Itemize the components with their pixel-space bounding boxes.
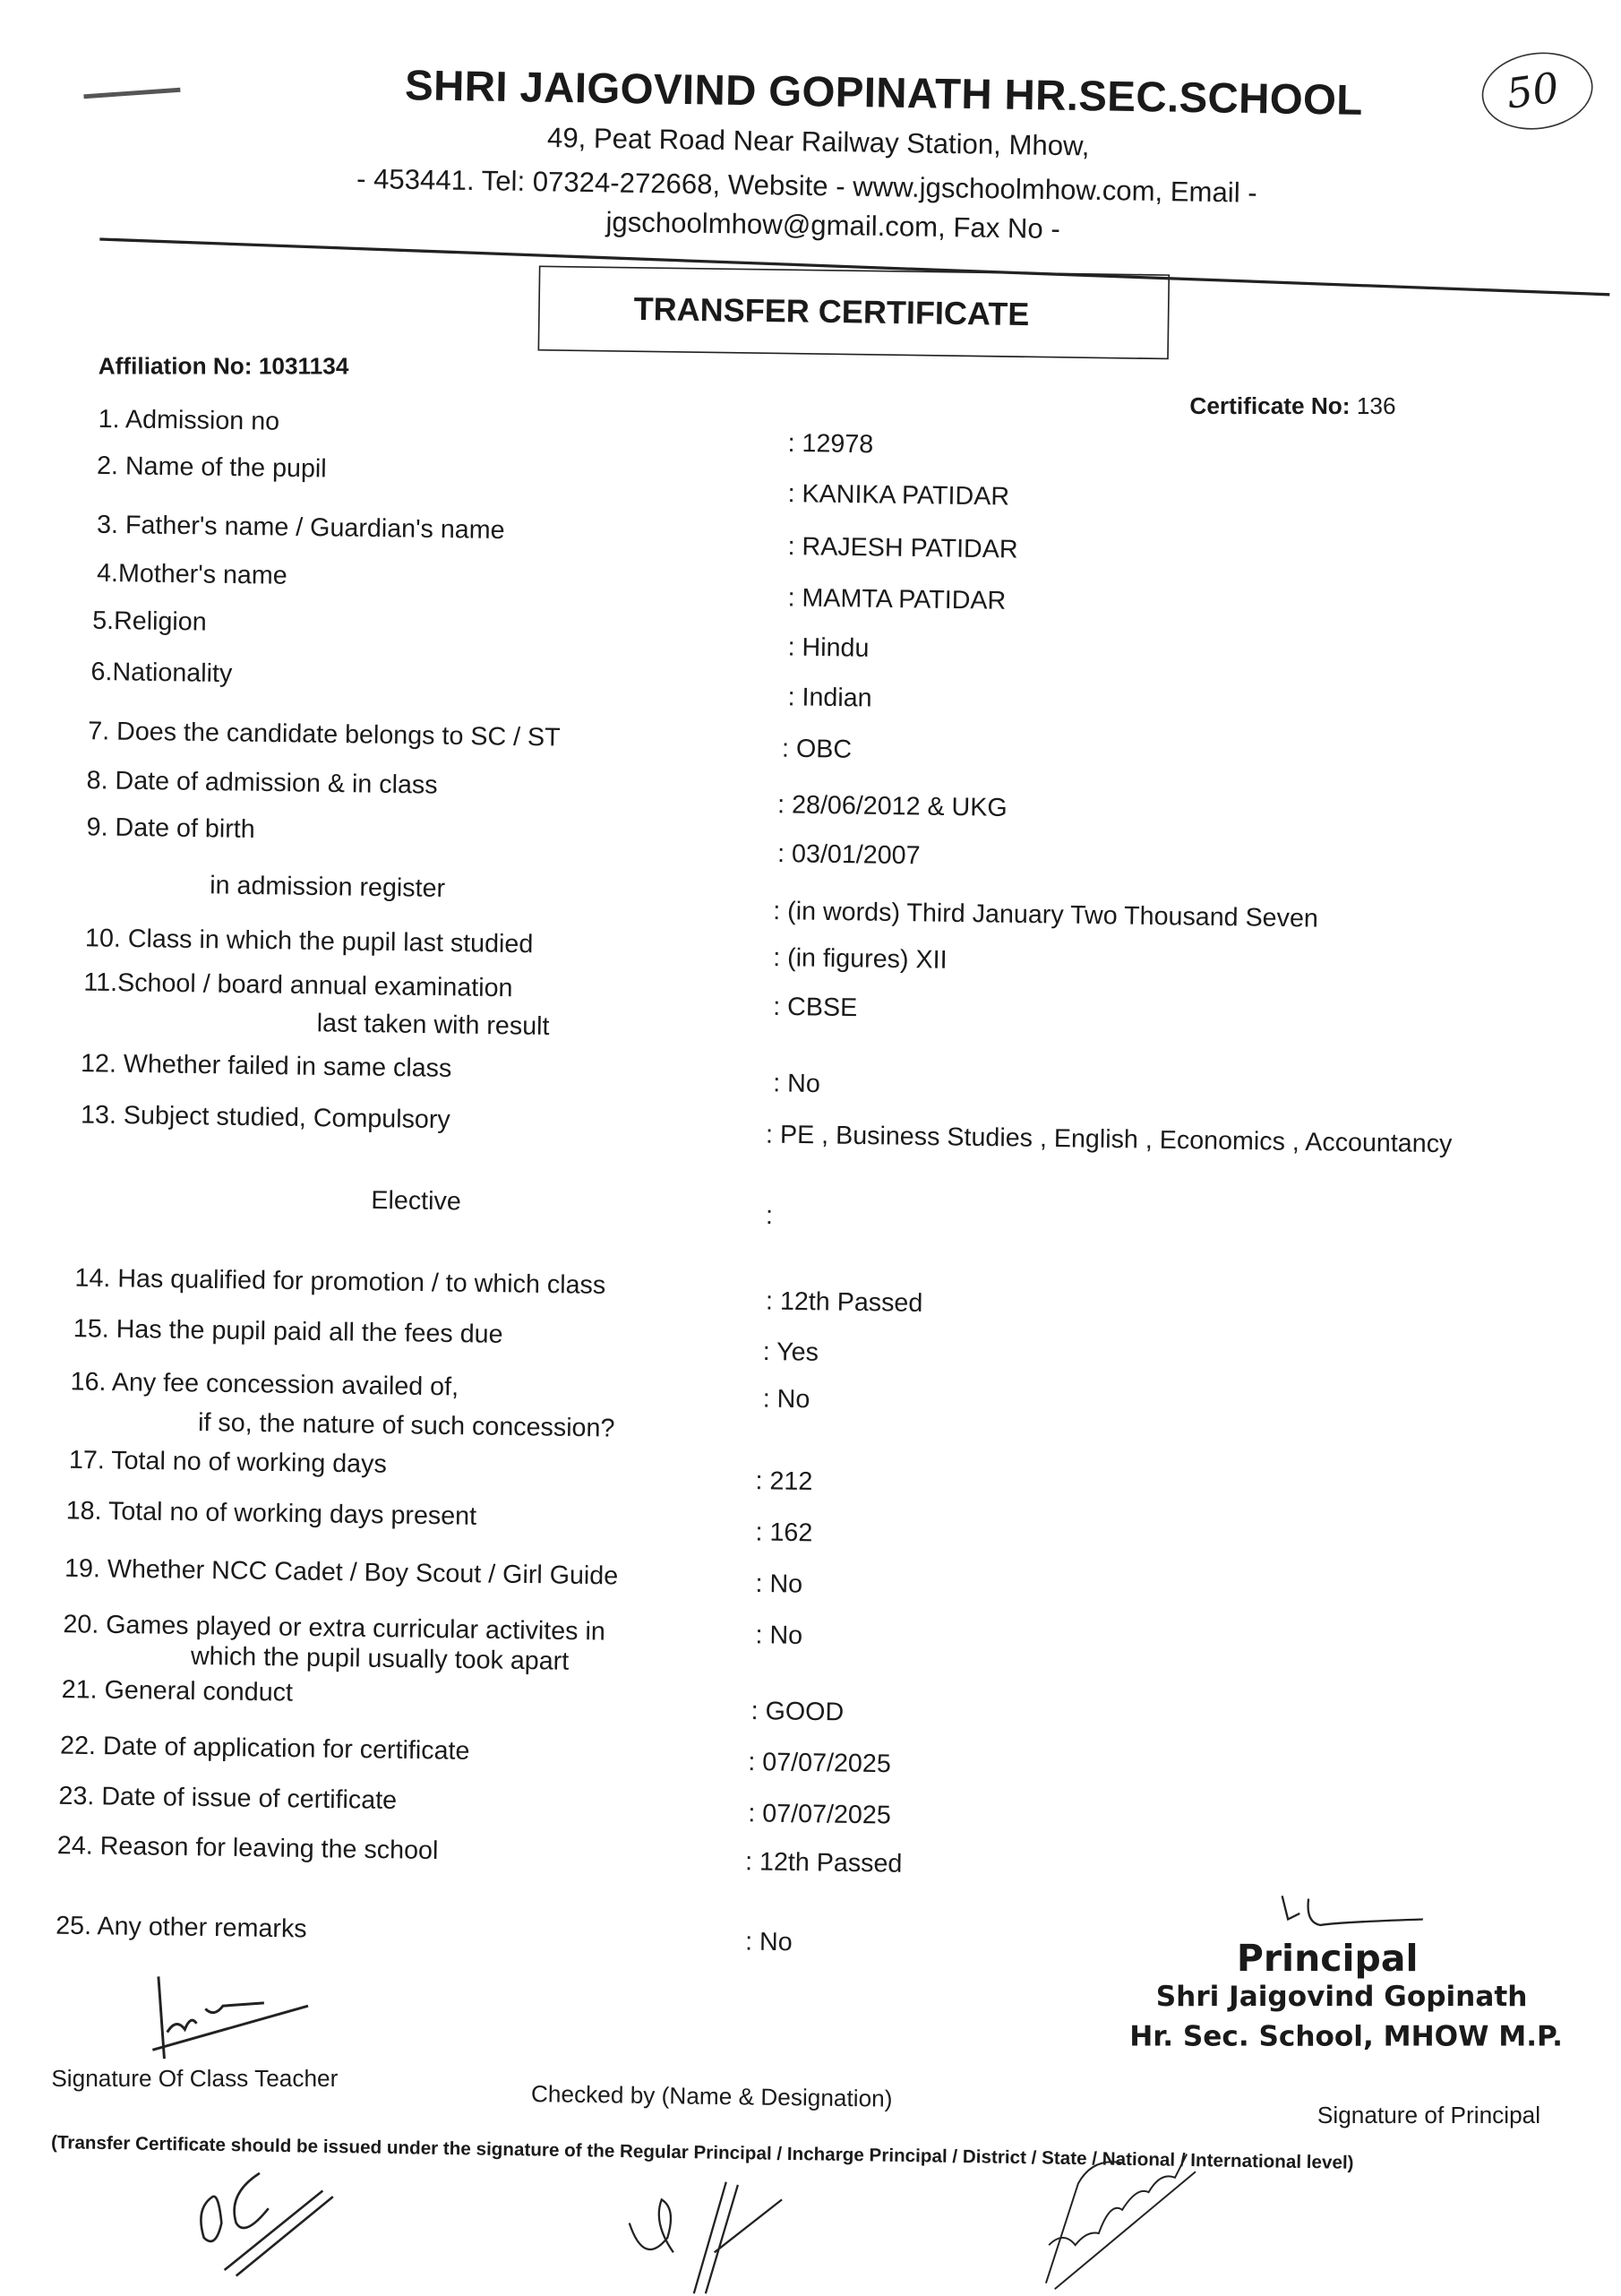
field-value: : CBSE xyxy=(773,991,858,1022)
field-value: : 212 xyxy=(755,1465,813,1496)
field-value: : PE , Business Studies , English , Economics , Accountancy xyxy=(765,1119,1453,1158)
field-value: : 12th Passed xyxy=(744,1846,903,1879)
field-value: : 12978 xyxy=(787,427,874,459)
class-teacher-signature-label: Signature Of Class Teacher xyxy=(51,2067,339,2093)
field-value: : xyxy=(765,1200,774,1230)
field-value: : RAJESH PATIDAR xyxy=(787,530,1018,564)
field-label: 3. Father's name / Guardian's name xyxy=(96,509,505,545)
field-label-continued: if so, the nature of such concession? xyxy=(197,1406,615,1443)
field-value: : OBC xyxy=(781,733,853,764)
field-value: : Yes xyxy=(762,1336,819,1367)
field-value: : No xyxy=(772,1068,821,1098)
school-name: SHRI JAIGOVIND GOPINATH HR.SEC.SCHOOL xyxy=(404,63,1364,125)
field-value: : Indian xyxy=(787,682,872,713)
field-value: : 03/01/2007 xyxy=(776,838,921,870)
page-number-mark: 50 xyxy=(1477,46,1598,137)
field-label: 13. Subject studied, Compulsory xyxy=(80,1099,450,1134)
field-value: : MAMTA PATIDAR xyxy=(787,582,1007,615)
title-box xyxy=(538,265,1171,359)
principal-signature-scribble xyxy=(1276,1893,1437,1952)
pen-mark xyxy=(83,88,180,99)
checker-signature xyxy=(623,2179,800,2296)
footer-note: (Transfer Certificate should be issued under the signature of the Regular Principal / Incharge Principal / District / State / National / International level) xyxy=(50,2132,1354,2173)
field-value: : No xyxy=(744,1926,793,1956)
field-label: 2. Name of the pupil xyxy=(96,450,327,484)
address-line-1: 49, Peat Road Near Railway Station, Mhow, xyxy=(546,123,1090,163)
address-line-2: - 453441. Tel: 07324-272668, Website - www.jgschoolmhow.com, Email - xyxy=(356,164,1257,210)
field-label: 10. Class in which the pupil last studied xyxy=(84,923,534,959)
field-value: : No xyxy=(755,1568,803,1599)
document-title: TRANSFER CERTIFICATE xyxy=(633,290,1030,333)
address-line-3: jgschoolmhow@gmail.com, Fax No - xyxy=(605,207,1060,246)
field-value: : (in words) Third January Two Thousand Seven xyxy=(773,895,1319,933)
field-label: 8. Date of admission & in class xyxy=(86,764,438,800)
field-label: 14. Has qualified for promotion / to which class xyxy=(74,1262,606,1300)
field-label: 15. Has the pupil paid all the fees due xyxy=(73,1312,503,1349)
checked-by-label: Checked by (Name & Designation) xyxy=(530,2082,893,2113)
field-label: 21. General conduct xyxy=(61,1673,294,1707)
field-label: 9. Date of birth xyxy=(86,812,255,844)
certificate-number: Certificate No: 136 xyxy=(1189,394,1396,420)
field-value: : No xyxy=(755,1619,803,1650)
field-label: 16. Any fee concession availed of, xyxy=(70,1366,459,1402)
field-value: : KANIKA PATIDAR xyxy=(787,477,1010,512)
field-label: 22. Date of application for certificate xyxy=(59,1730,470,1766)
field-label: 20. Games played or extra curricular activites in xyxy=(63,1608,606,1647)
field-label: 1. Admission no xyxy=(98,403,280,436)
principal-seal-title: Principal xyxy=(1236,1937,1419,1980)
affiliation-number: Affiliation No: 1031134 xyxy=(98,355,349,381)
class-teacher-signature xyxy=(147,1974,323,2061)
field-label: Elective xyxy=(371,1184,462,1216)
principal-signature-label: Signature of Principal xyxy=(1317,2103,1541,2129)
field-label: 6.Nationality xyxy=(90,656,233,688)
field-value: : GOOD xyxy=(750,1695,845,1727)
principal-seal-line-1: Shri Jaigovind Gopinath xyxy=(1155,1981,1528,2014)
field-label: 24. Reason for leaving the school xyxy=(56,1829,439,1865)
field-value: : (in figures) XII xyxy=(773,942,948,975)
field-label-continued: last taken with result xyxy=(316,1008,550,1041)
field-label: in admission register xyxy=(210,870,446,903)
oc-initials xyxy=(184,2164,345,2282)
pupil-signature xyxy=(1034,2142,1211,2289)
field-label: 18. Total no of working days present xyxy=(65,1495,477,1531)
field-value: : 28/06/2012 & UKG xyxy=(776,789,1008,822)
field-label: 7. Does the candidate belongs to SC / ST xyxy=(88,715,561,752)
field-label: 11.School / board annual examination xyxy=(83,967,513,1002)
field-label: 25. Any other remarks xyxy=(56,1910,307,1944)
principal-seal-line-2: Hr. Sec. School, MHOW M.P. xyxy=(1129,2020,1563,2053)
field-value: : 12th Passed xyxy=(765,1286,923,1318)
field-label: 17. Total no of working days xyxy=(68,1444,388,1479)
field-label: 23. Date of issue of certificate xyxy=(58,1780,398,1815)
field-value: : No xyxy=(762,1383,810,1414)
field-value: : 07/07/2025 xyxy=(748,1798,891,1830)
field-value: : 162 xyxy=(755,1517,813,1547)
field-label: 19. Whether NCC Cadet / Boy Scout / Girl Guide xyxy=(64,1552,619,1590)
field-label: 5.Religion xyxy=(91,605,207,637)
field-value: : 07/07/2025 xyxy=(748,1746,891,1778)
field-label: 12. Whether failed in same class xyxy=(80,1047,452,1083)
field-label: 4.Mother's name xyxy=(96,557,287,590)
field-label-continued: which the pupil usually took apart xyxy=(190,1640,570,1676)
field-value: : Hindu xyxy=(787,632,870,663)
